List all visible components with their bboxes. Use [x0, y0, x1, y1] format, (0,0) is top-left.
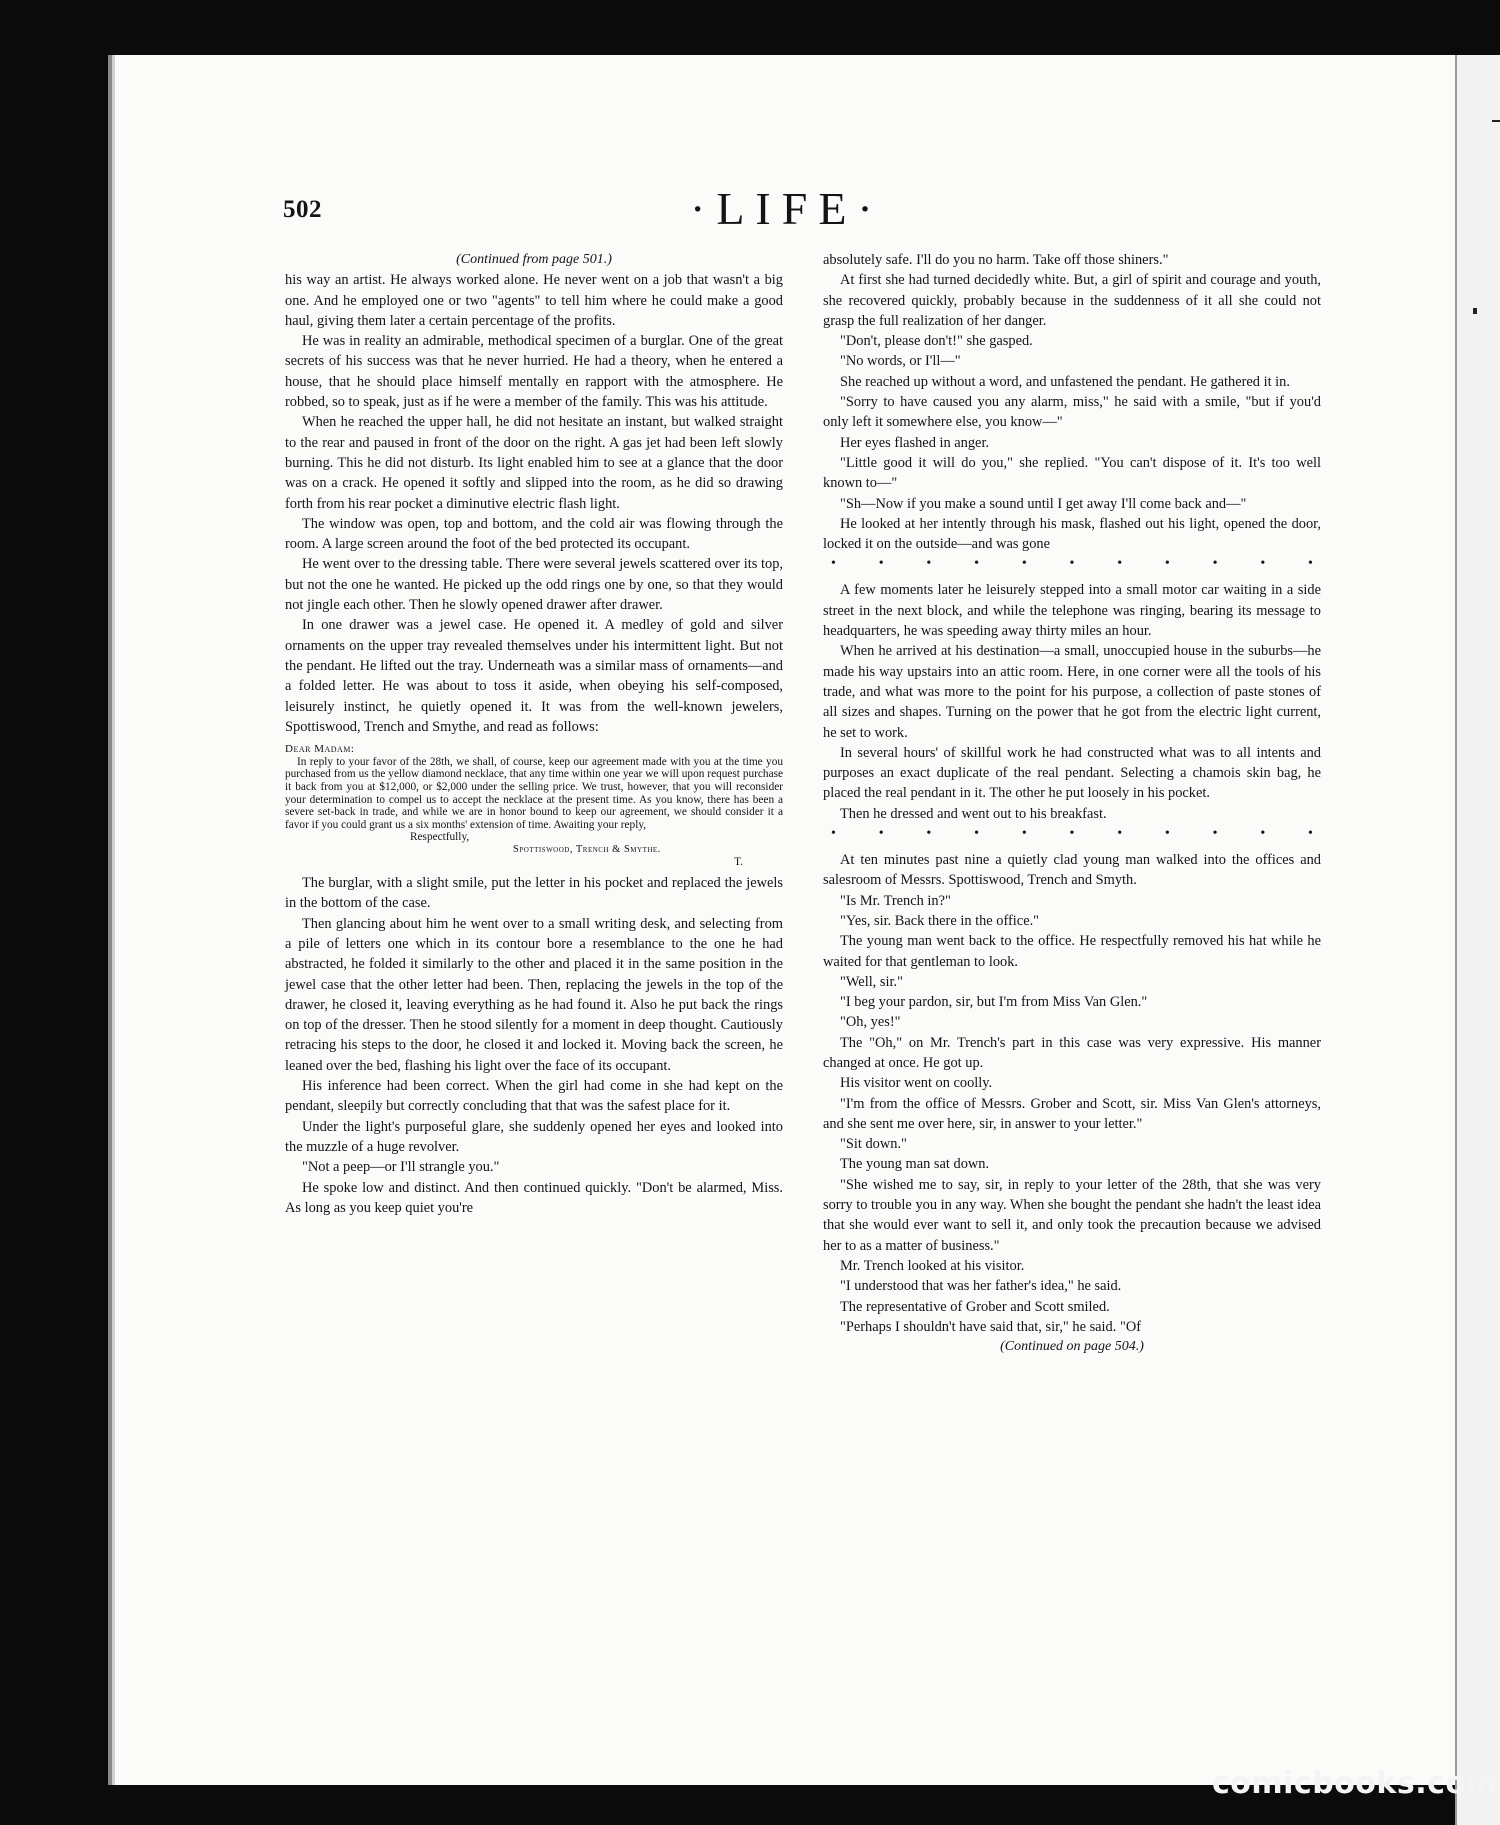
- paragraph: Her eyes flashed in anger.: [840, 434, 990, 451]
- paragraph: Under the light's purposeful glare, she suddenly opened her eyes and looked into the muzzle of a huge revolver.: [285, 1118, 783, 1155]
- right-column: [823, 250, 1321, 1357]
- paragraph: He looked at her intently through his mask, flashed out his light, opened the door, locked it on the outside—and was gone: [823, 515, 1321, 553]
- paragraph: "Sorry to have caused you any alarm, miss," he said with a smile, "but if you'd only left it somewhere else, you know—": [823, 394, 1321, 431]
- continued-on-note: (Continued on page 504.): [1000, 1339, 1144, 1355]
- paragraph: "Oh, yes!": [840, 1014, 901, 1031]
- paragraph: He spoke low and distinct. And then continued quickly. "Don't be alarmed, Miss. As long as you keep quiet you're: [285, 1179, 783, 1216]
- paragraph: Then glancing about him he went over to a small writing desk, and selecting from a pile of letters one which in its contour bore a resemblance to the one he had abstracted, he folded it similarly to the other and placed it in the same position in the jewel case that the other letter had been. Then, replacing the jewels in the top of the drawer, he closed it, leaving everything as he had found it. Also he put back the rings on top of the dresser. Then he stood silently for a moment in deep thought. Cautiously retracing his steps to the door, he closed it and locked it. Moving back the screen, he leaned over the bed, flashing his light over the face of its occupant.: [285, 915, 783, 1074]
- paragraph: He was in reality an admirable, methodical specimen of a burglar. One of the great secrets of his success was that he never hurried. He had a theory, when he entered a house, that he should place himself mentally en rapport with the atmosphere. He robbed, so to speak, just as if he were a member of the family. This was his attitude.: [285, 333, 783, 411]
- paragraph: The "Oh," on Mr. Trench's part in this case was very expressive. His manner changed at once. He got up.: [823, 1034, 1321, 1071]
- paragraph: "Not a peep—or I'll strangle you.": [302, 1159, 500, 1176]
- paragraph: His inference had been correct. When the girl had come in she had kept on the pendant, sleepily but correctly concluding that that was the safest place for it.: [285, 1078, 783, 1115]
- right-section-one: [823, 250, 1321, 554]
- left-column: [285, 250, 783, 1218]
- jeweler-letter: [285, 743, 783, 869]
- paragraph: He went over to the dressing table. There were several jewels scattered over its top, but not the one he wanted. He picked up the odd rings one by one, so that they would not jingle each other. Then he slowly opened drawer after drawer.: [285, 556, 783, 614]
- paragraph: his way an artist. He always worked alone. He never went on a job that wasn't a big one. And he employed one or two "agents" to tell him where he could make a good haul, giving them later a certain percentage of the profits.: [285, 272, 783, 329]
- paragraph: "Little good it will do you," she replied. "You can't dispose of it. It's too well known to—": [823, 454, 1321, 492]
- paragraph: She reached up without a word, and unfastened the pendant. He gathered it in.: [840, 373, 1290, 390]
- edge-mark: [1492, 120, 1500, 122]
- paragraph: The burglar, with a slight smile, put the letter in his pocket and replaced the jewels in the bottom of the case.: [285, 875, 783, 912]
- right-section-two: [823, 580, 1321, 824]
- paragraph: His visitor went on coolly.: [840, 1075, 993, 1092]
- next-page-edge: [1455, 55, 1500, 1825]
- paragraph: At first she had turned decidedly white. But, a girl of spirit and courage and youth, she recovered quickly, probably because in the suddenness of it all she could not grasp the full realization of her danger.: [823, 272, 1321, 329]
- paragraph: "Well, sir.": [840, 973, 903, 990]
- paragraph: The representative of Grober and Scott smiled.: [840, 1298, 1110, 1315]
- continued-from-note: (Continued from page 501.): [456, 252, 612, 267]
- page-number: 502: [283, 196, 322, 223]
- paragraph: In one drawer was a jewel case. He opened it. A medley of gold and silver ornaments on the upper tray revealed themselves under his intermittent light. But not the pendant. He lifted out the tray. Underneath was a similar mass of ornaments—and a folded letter. He was about to toss it aside, when obeying his self-composed, leisurely instinct, he quietly opened it. It was from the well-known jewelers, Spottiswood, Trench and Smythe, and read as follows:: [285, 617, 783, 735]
- paragraph: "No words, or I'll—": [840, 353, 961, 370]
- paragraph: The window was open, top and bottom, and the cold air was flowing through the room. A large screen around the foot of the bed protected its occupant.: [285, 515, 783, 553]
- left-paragraphs-before: [285, 270, 783, 737]
- paragraph: When he reached the upper hall, he did not hesitate an instant, but walked straight to the rear and paused in front of the door on the right. A gas jet had been left slowly burning. This he did not disturb. Its light enabled him to see at a glance that the door was on a crack. He opened it softly and slipped into the room, as he did so drawing forth from his rear pocket a diminutive electric flash light.: [285, 414, 783, 512]
- paragraph: "She wished me to say, sir, in reply to your letter of the 28th, that she was very sorry to trouble you in any way. When she bought the pendant she hadn't the least idea that she would ever want to sell it, and only took the precaution because we advised her to as a matter of business.": [823, 1176, 1321, 1254]
- paragraph: At ten minutes past nine a quietly clad young man walked into the offices and salesroom of Messrs. Spottiswood, Trench and Smyth.: [823, 852, 1321, 889]
- edge-dot: [1473, 308, 1477, 314]
- paragraph: When he arrived at his destination—a small, unoccupied house in the suburbs—he made his way upstairs into an attic room. Here, in one corner were all the tools of his trade, and what was more to the point for his purpose, a collection of paste stones of all sizes and shapes. Turning on the power that he got from the electric light current, he set to work.: [823, 643, 1321, 741]
- right-section-three: [823, 850, 1321, 1337]
- paragraph: "I beg your pardon, sir, but I'm from Miss Van Glen.": [840, 994, 1148, 1011]
- letter-closing: Respectfully,: [410, 831, 470, 844]
- paragraph: "Yes, sir. Back there in the office.": [840, 912, 1040, 929]
- masthead-title: ·LIFE·: [690, 183, 884, 234]
- paragraph: "Don't, please don't!" she gasped.: [840, 333, 1033, 350]
- paragraph: "Perhaps I shouldn't have said that, sir," he said. "Of: [840, 1318, 1142, 1335]
- paragraph: In several hours' of skillful work he had constructed what was to all intents and purposes an exact duplicate of the real pendant. Selecting a chamois skin bag, he placed the real pendant in it. The other he put loosely in his pocket.: [823, 744, 1321, 802]
- paragraph: The young man sat down.: [840, 1156, 990, 1173]
- paragraph: "I understood that was her father's idea," he said.: [840, 1278, 1122, 1295]
- section-break-dots: • • • • • • • • • • •: [831, 826, 1313, 842]
- section-break-dots: • • • • • • • • • • •: [831, 556, 1313, 572]
- paragraph: "Sit down.": [840, 1136, 907, 1153]
- paragraph: "Is Mr. Trench in?": [840, 892, 951, 909]
- letter-signature: Spottiswood, Trench & Smythe.: [513, 843, 661, 855]
- paragraph: absolutely safe. I'll do you no harm. Take off those shiners.": [823, 252, 1169, 268]
- left-paragraphs-after: [285, 873, 783, 1218]
- letter-initial: T.: [734, 856, 743, 869]
- watermark-text: comicbooks.com: [1212, 1766, 1499, 1801]
- letter-salutation: Dear Madam:: [285, 743, 355, 756]
- paragraph: Then he dressed and went out to his breakfast.: [840, 805, 1107, 822]
- paragraph: "Sh—Now if you make a sound until I get away I'll come back and—": [840, 495, 1247, 512]
- paragraph: "I'm from the office of Messrs. Grober and Scott, sir. Miss Van Glen's attorneys, and she sent me over here, sir, in answer to your letter.": [823, 1095, 1321, 1132]
- paragraph: A few moments later he leisurely stepped into a small motor car waiting in a side street in the next block, and while the telephone was ringing, bearing its message to headquarters, he was speeding away thirty miles an hour.: [823, 582, 1321, 640]
- paragraph: Mr. Trench looked at his visitor.: [840, 1257, 1025, 1274]
- paragraph: The young man went back to the office. He respectfully removed his hat while he waited for that gentleman to look.: [823, 933, 1321, 970]
- letter-body: In reply to your favor of the 28th, we shall, of course, keep our agreement made with you at the time you purchased from us the yellow diamond necklace, that any time within one year we will upon request purchase it back from you at $12,000, or $2,000 under the selling price. We trust, however, that you will reconsider your determination to compel us to accept the necklace at the present time. As you know, there has been a severe set-back in trade, and while we are in honor bound to keep our agreement, we should consider it a favor if you could grant us a six months' extension of time. Awaiting your reply,: [285, 755, 783, 831]
